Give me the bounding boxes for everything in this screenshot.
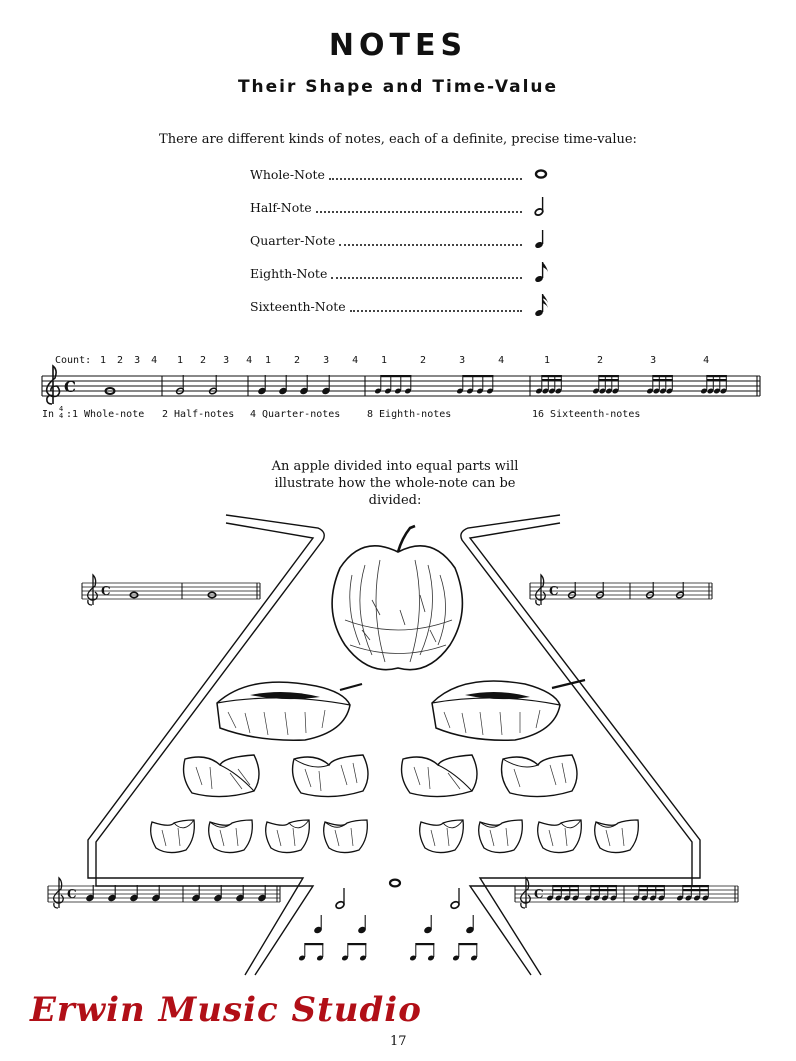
apple-quarters	[184, 755, 577, 797]
apple-eighth-icon	[209, 820, 253, 853]
center-quarter-notes	[314, 915, 475, 934]
treble-clef-icon	[54, 878, 64, 908]
eighth-note-group	[298, 943, 324, 961]
apple-eighths	[151, 820, 639, 853]
count-group: 1 2 3 4	[381, 355, 505, 366]
page-title: NOTES	[328, 28, 468, 63]
legend-label: Half-Note	[250, 199, 312, 215]
common-time-sign: C	[67, 887, 77, 901]
quarter-note	[424, 915, 433, 934]
treble-clef-icon	[521, 878, 531, 908]
apple-quarter-icon	[402, 755, 477, 797]
time-sig-top: 4	[59, 405, 64, 413]
eighth-note-group	[409, 943, 435, 961]
legend-label: Eighth-Note	[250, 265, 328, 281]
quarter-note	[214, 885, 223, 902]
sixteenth-note-group	[676, 885, 709, 901]
common-time-sign: C	[101, 584, 111, 598]
eighth-note-group	[452, 943, 478, 961]
apple-eighth-icon	[266, 820, 310, 853]
sixteenth-note-group	[584, 885, 617, 901]
apple-caption: An apple divided into equal parts will illustrate how the whole-note can be divided:	[271, 459, 519, 508]
legend-label: Sixteenth-Note	[250, 298, 346, 314]
page-subtitle: Their Shape and Time-Value	[237, 77, 559, 97]
sixteenth-note-group	[632, 885, 665, 901]
apple-eighth-icon	[151, 820, 195, 853]
staff-label: 1 Whole-note	[72, 409, 145, 420]
common-time-sign: C	[64, 378, 76, 396]
quarter-note	[466, 915, 475, 934]
center-half-notes	[335, 888, 460, 909]
staff-labels-row: In 4 4 : 1 Whole-note 2 Half-notes 4 Quarter-notes 8 Eighth-notes 16 Sixteenth-notes	[42, 405, 641, 420]
eighth-note-group	[341, 943, 367, 961]
quarter-note	[86, 885, 95, 902]
quarter-note	[130, 885, 139, 902]
quarter-note	[258, 885, 267, 902]
studio-watermark: Erwin Music Studio	[30, 990, 422, 1030]
apple-quarter-icon	[502, 755, 577, 797]
quarter-note	[152, 885, 161, 902]
apple-quarter-icon	[293, 755, 368, 797]
sixteenth-note-group	[546, 885, 579, 901]
count-group: 1 2 3 4	[544, 355, 710, 366]
quarter-note	[192, 885, 201, 902]
treble-clef-icon	[88, 575, 98, 605]
small-staff	[48, 878, 280, 908]
staff-label-prefix: In	[42, 409, 55, 420]
small-staff	[515, 878, 738, 908]
apple-quarter-icon	[184, 755, 259, 797]
time-sig-bottom: 4	[59, 412, 64, 420]
half-note	[568, 582, 577, 599]
staff-label: 2 Half-notes	[162, 409, 235, 420]
center-eighth-notes	[298, 943, 478, 961]
count-group: 1 2 3 4	[265, 355, 359, 366]
count-group: 1 2 3 4	[100, 355, 158, 366]
staff-label: 16 Sixteenth-notes	[532, 409, 641, 420]
small-staff	[530, 575, 712, 605]
apple-half-left-icon	[217, 682, 362, 740]
count-group: 1 2 3 4	[177, 355, 253, 366]
half-note	[676, 582, 685, 599]
apple-eighth-icon	[479, 820, 523, 853]
staff-label: 8 Eighth-notes	[367, 409, 452, 420]
legend-label: Whole-Note	[250, 166, 325, 182]
staff-label: 4 Quarter-notes	[250, 409, 341, 420]
legend-label: Quarter-Note	[250, 232, 336, 248]
apple-eighth-icon	[324, 820, 368, 853]
apple-eighth-icon	[420, 820, 464, 853]
frame-right	[461, 515, 700, 975]
quarter-note	[108, 885, 117, 902]
half-note	[646, 582, 655, 599]
page-number: 17	[390, 1034, 407, 1049]
apple-half-right-icon	[432, 680, 585, 740]
intro-text: There are different kinds of notes, each of a definite, precise time-value:	[159, 132, 637, 147]
common-time-sign: C	[549, 584, 559, 598]
quarter-note	[314, 915, 323, 934]
frame-left	[88, 515, 324, 975]
quarter-note	[236, 885, 245, 902]
center-whole-note	[390, 880, 400, 887]
count-prefix: Count:	[55, 355, 92, 366]
treble-clef-icon	[536, 575, 546, 605]
whole-apple-icon	[332, 526, 462, 670]
quarter-note	[358, 915, 367, 934]
half-note	[596, 582, 605, 599]
apple-eighth-icon	[538, 820, 582, 853]
common-time-sign: C	[534, 887, 544, 901]
small-staff	[82, 575, 260, 605]
apple-eighth-icon	[595, 820, 639, 853]
